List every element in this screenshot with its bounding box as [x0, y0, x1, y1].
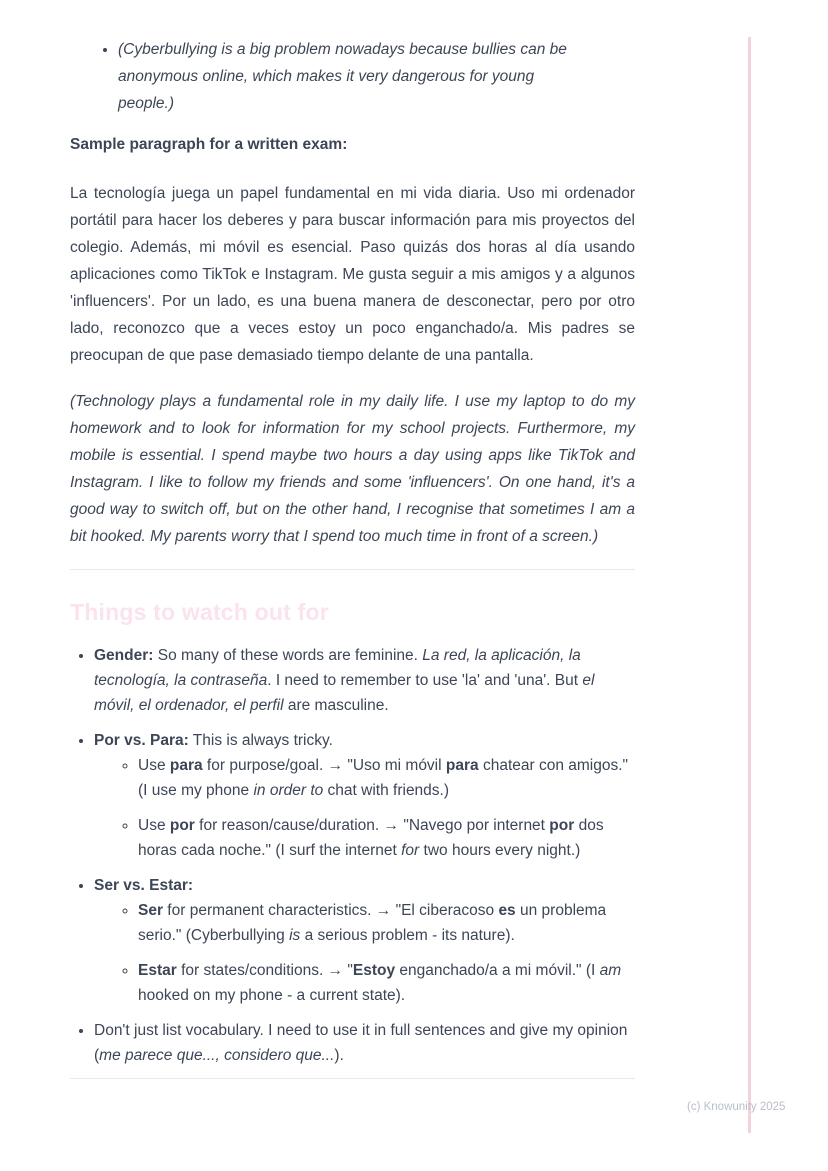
- ser-vs-estar-sublist: [94, 898, 635, 1008]
- sub-item-ser: [138, 898, 635, 948]
- spanish-sample-paragraph: La tecnología juega un papel fundamental en mi vida diaria. Uso mi ordenador portátil para hacer los deberes y para buscar información para mis proyectos del colegio. Además, mi móvil es esencial. Paso quizás dos horas al día usando aplicaciones como TikTok e Instagram. Me gusta seguir a mis amigos y a algunos 'influencers'. Por un lado, es una buena manera de desconectar, pero por otro lado, reconozco que a veces estoy un poco enganchado/a. Mis padres se preocupan de que pase demasiado tiempo delante de una pantalla.: [70, 185, 635, 364]
- copyright-footer: (c) Knowunity 2025: [687, 1101, 786, 1113]
- intro-bullet-item: • (Cyberbullying is a big problem nowadays because bullies can be anonymous online, which makes it very dangerous for young people.): [118, 36, 592, 117]
- watch-out-list: [70, 643, 635, 1068]
- intro-bullet-list: [70, 36, 635, 117]
- list-item-por-vs-para-text: Por vs. Para: This is always tricky.: [94, 732, 333, 749]
- list-item-vocabulary-advice-text: Don't just list vocabulary. I need to use it in full sentences and give my opinion (me parece que..., considero que...).: [94, 1022, 628, 1064]
- list-item-gender-text: Gender: So many of these words are feminine. La red, la aplicación, la tecnología, la contraseña. I need to remember to use 'la' and 'una'. But el móvil, el ordenador, el perfil are masculine.: [94, 647, 595, 714]
- sub-item-para-purpose: [138, 753, 635, 803]
- sub-item-por-reason-text: Use por for reason/cause/duration. → "Navego por internet por dos horas cada noche." (I surf the internet for two hours every night.): [138, 817, 604, 859]
- list-item-ser-vs-estar: [94, 873, 635, 1008]
- por-vs-para-sublist: [94, 753, 635, 863]
- english-translation-paragraph: (Technology plays a fundamental role in my daily life. I use my laptop to do my homework and to look for information for my school projects. Furthermore, my mobile is essential. I spend maybe two hours a day using apps like TikTok and Instagram. I like to follow my friends and some 'influencers'. On one hand, it's a good way to switch off, but on the other hand, I recognise that sometimes I am a bit hooked. My parents worry that I spend too much time in front of a screen.): [70, 393, 635, 545]
- sub-item-por-reason: [138, 813, 635, 863]
- sub-item-estar: [138, 958, 635, 1008]
- page-right-accent-line: [748, 37, 751, 1133]
- section-divider-top: [70, 569, 635, 570]
- section-divider-bottom: [70, 1078, 635, 1079]
- sub-item-ser-text: Ser for permanent characteristics. → "El ciberacoso es un problema serio." (Cyberbullying is a serious problem - its nature).: [138, 902, 607, 944]
- list-item-ser-vs-estar-text: Ser vs. Estar:: [94, 877, 194, 894]
- sample-paragraph-heading: Sample paragraph for a written exam:: [70, 136, 348, 153]
- list-item-vocabulary-advice: [94, 1018, 635, 1068]
- sub-item-para-purpose-text: Use para for purpose/goal. → "Uso mi móvil para chatear con amigos." (I use my phone in order to chat with friends.): [138, 757, 629, 799]
- list-item-gender: [94, 643, 635, 718]
- sub-item-estar-text: Estar for states/conditions. → "Estoy enganchado/a a mi móvil." (I am hooked on my phone - a current state).: [138, 962, 622, 1004]
- watch-out-section-heading: Things to watch out for: [70, 599, 329, 625]
- list-item-por-vs-para: [94, 728, 635, 863]
